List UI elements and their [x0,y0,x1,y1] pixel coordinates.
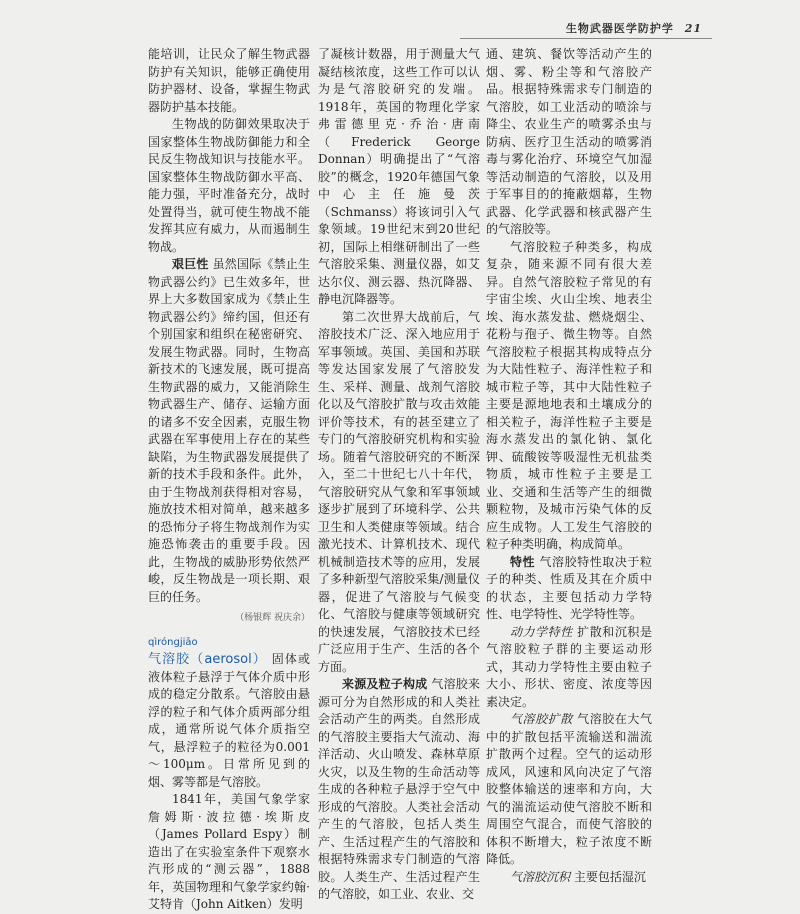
paragraph: 能培训，让民众了解生物武器防护有关知识，能够正确使用防护器材、设备，掌握生物武器防护基本技能。 [148,47,310,114]
paragraph-text: 扩散和沉积是气溶胶粒子群的主要运动形式，其动力学特性主要由粒子大小、形状、密度、浓度等因素决定。 [486,624,652,709]
header-rule [460,38,712,39]
paragraph [486,624,652,712]
column-2 [318,46,480,901]
paragraph-text: 气溶胶来源可分为自然形成的和人类社会活动产生的两类。自然形成的气溶胶主要指大气流动、海洋活动、火山喷发、森林草原火灾，以及生物的生命活动等生成的各种粒子悬浮于空气中形成的气溶胶。人类社会活动产生的气溶胶，包括人类生产、生活过程产生的气溶胶和根据特殊需求专门制造的气溶胶。人类生产、生活过程产生的气溶胶，如工业、农业、交 [318,677,480,901]
paragraph-text: 主要包括湿沉 [573,869,646,884]
subheading-label: 气溶胶扩散 [510,712,573,726]
paragraph: 生物战的防御效果取决于国家整体生物战防御能力和全民反生物战知识与技能水平。国家整体生物战防御水平高、能力强，平时准备充分，战时处置得当，就可使生物战不能发挥其应有威力，从而遏制生物战。 [148,117,310,254]
column-1 [148,46,310,911]
author-credit: （杨银辉 祝庆余） [235,613,310,623]
paragraph [318,676,480,904]
running-header [566,20,702,36]
subheading-label: 气溶胶沉积 [510,869,571,884]
entry-pinyin: qìróngjiāo [148,636,198,648]
paragraph: 气溶胶粒子种类多，构成复杂，随来源不同有很大差异。自然气溶胶粒子常见的有宇宙尘埃、火山尘埃、地表尘埃、海水蒸发盐、燃烧烟尘、花粉与孢子、微生物等。自然气溶胶粒子根据其构成特点分为大陆性粒子、海洋性粒子和城市粒子等，其中大陆性粒子主要是源地地表和土壤成分的相关粒子，海洋性粒子主要是海水蒸发出的氯化钠、氯化钾、硫酸铵等吸湿性无机盐类物质，城市性粒子主要是工业、交通和生活等产生的细微颗粒物，及城市污染气体的反应生成物。人工发生气溶胶的粒子种类明确，构成简单。 [486,239,652,551]
paragraph-text: 气溶胶特性取决于粒子的种类、性质及其在介质中的状态，主要包括动力学特性、电学特性、光学特性等。 [486,554,652,621]
paragraph [486,869,652,887]
column-3 [486,46,652,884]
paragraph-text: 虽然国际《禁止生物武器公约》已生效多年，世界上大多数国家成为《禁止生物武器公约》缔约国，但还有个别国家和组织在秘密研究、发展生物武器。同时，生物高新技术的飞速发展，既可提高生物武器的威力，又能消除生物武器生产、储存、运输方面的诸多不安全因素，克服生物武器在军事使用上存在的某些缺陷，为生物武器发展提供了新的技术手段和条件。此外，由于生物战剂获得相对容易，施放技术相对简单，越来越多的恐怖分子将生物战剂作为实施恐怖袭击的重要手段。因此，生物战的威胁形势依然严峻，反生物战是一项长期、艰巨的任务。 [148,257,310,604]
paragraph-text: 固体或液体粒子悬浮于气体介质中形成的稳定分散系。气溶胶由悬浮的粒子和气体介质两部分组成，通常所说气体介质指空气，悬浮粒子的粒径为0.001～100μm。日常所见到的烟、雾等都是气溶胶。 [148,652,310,789]
header-title: 生物武器医学防护学 [565,22,674,35]
subheading-label: 来源及粒子构成 [342,677,428,691]
subheading-label: 艰巨性 [172,257,209,271]
paragraph [486,711,652,869]
subheading-label: 特性 [510,554,536,569]
subheading-label: 动力学特性 [510,624,573,639]
paragraph [486,554,652,624]
paragraph: 了凝核计数器，用于测量大气凝结核浓度，这些工作可以认为是气溶胶研究的发端。1918年，英国的物理化学家弗雷德里克·乔治·唐南（Frederick George Donnan）明确提出了“气溶胶”的概念，1920年德国气象中心主任施曼茨（Schmanss）将该词引入气象领域。19世纪末到20世纪初，国际上相继研制出了一些气溶胶采集、测量仪器，如艾达尔仪、测云器、热沉降器、静电沉降器等。 [318,47,480,306]
paragraph-text: 气溶胶在大气中的扩散包括平流输送和湍流扩散两个过程。空气的运动形成风，风速和风向决定了气溶胶整体输送的速率和方向，大气的湍流运动使气溶胶不断和周围空气混合，而使气溶胶的体积不断增大，粒子浓度不断降低。 [486,712,652,866]
entry-title: 气溶胶（aerosol） [148,652,267,667]
paragraph: 第二次世界大战前后，气溶胶技术广泛、深入地应用于军事领域。英国、美国和苏联等发达国家发展了气溶胶发生、采样、测量、战剂气溶胶化以及气溶胶扩散与攻击效能评价等技术，有的甚至建立了专门的气溶胶研究机构和实验场。随着气溶胶研究的不断深入，至二十世纪七八十年代，气溶胶研究从气象和军事领域逐步扩展到了环境科学、公共卫生和人类健康等领域。结合激光技术、计算机技术、现代机械制造技术等的应用，发展了多种新型气溶胶采集/测量仪器，促进了气溶胶与气候变化、气溶胶与健康等领域研究的快速发展，气溶胶技术已经广泛应用于生产、生活的各个方面。 [318,309,480,674]
paragraph [148,651,310,791]
page-number: 21 [684,22,702,35]
paragraph: 1841年，美国气象学家詹姆斯·波拉德·埃斯皮（James Pollard Espy）制造出了在实验室条件下观察水汽形成的“测云器”，1888年，英国物理和气象学家约翰·艾特肯（John Aitken）发明 [148,792,310,911]
paragraph: 通、建筑、餐饮等活动产生的烟、雾、粉尘等和气溶胶产品。根据特殊需求专门制造的气溶胶，如工业活动的喷涂与降尘、农业生产的喷雾杀虫与防病、医疗卫生活动的喷雾消毒与雾化治疗、环境空气加湿等活动制造的气溶胶，以及用于军事目的的掩蔽烟幕，生物武器、化学武器和核武器产生的气溶胶等。 [486,47,652,236]
paragraph [148,256,310,606]
